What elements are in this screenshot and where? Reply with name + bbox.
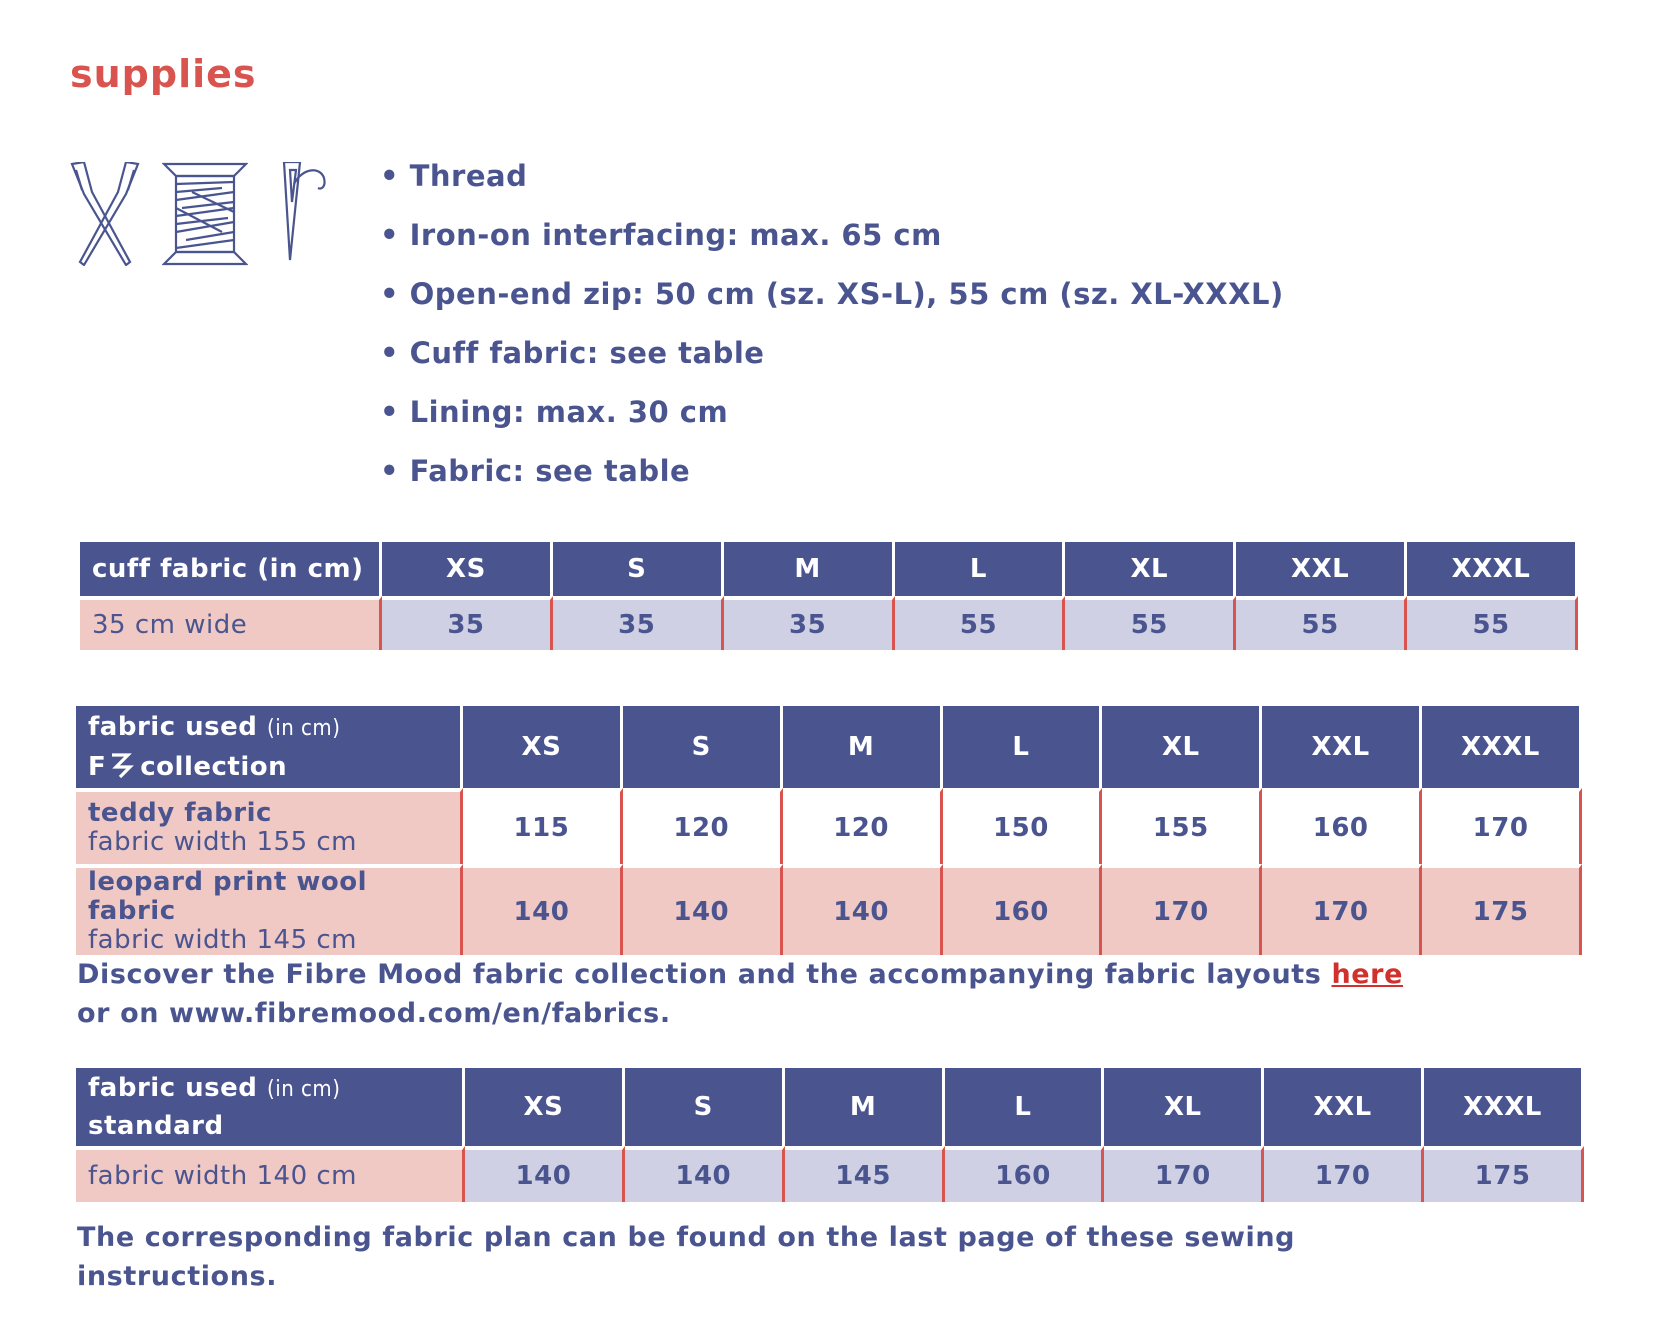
leopard-value: 140: [783, 864, 943, 955]
cuff-value: 55: [1236, 596, 1407, 650]
collection-note-line2: or on www.fibremood.com/en/fabrics.: [77, 998, 671, 1029]
teddy-value: 120: [623, 788, 783, 864]
size-header: XL: [1104, 1068, 1264, 1146]
teddy-value: 150: [943, 788, 1103, 864]
standard-note: [77, 1218, 1295, 1296]
leopard-value: 170: [1102, 864, 1262, 955]
leopard-value: 140: [623, 864, 783, 955]
collection-note-line1: Discover the Fibre Mood fabric collection and the accompanying fabric layouts: [77, 959, 1332, 990]
collection-note: [77, 955, 1403, 1033]
teddy-fabric-label: teddy fabric fabric width 155 cm: [76, 788, 463, 864]
fibre-mood-logo: F: [88, 752, 107, 782]
standard-row-label: fabric width 140 cm: [76, 1146, 465, 1202]
supply-zip: • Open-end zip: 50 cm (sz. XS-L), 55 cm (sz. XL-XXXL): [380, 277, 1284, 311]
supplies-list: [380, 160, 1284, 514]
size-header: XXL: [1262, 706, 1422, 788]
cuff-header: cuff fabric (in cm): [80, 542, 382, 596]
size-header: XXL: [1236, 542, 1407, 596]
size-header: XXXL: [1424, 1068, 1584, 1146]
size-header: XL: [1102, 706, 1262, 788]
cuff-value: 35: [382, 596, 553, 650]
size-header: L: [943, 706, 1103, 788]
size-header: L: [945, 1068, 1105, 1146]
standard-value: 175: [1424, 1146, 1584, 1202]
size-header: XXL: [1264, 1068, 1424, 1146]
standard-note-line2: instructions.: [77, 1261, 278, 1292]
supply-cuff-fabric: • Cuff fabric: see table: [380, 336, 765, 370]
page-title: supplies: [70, 52, 257, 96]
leopard-value: 170: [1262, 864, 1422, 955]
standard-value: 140: [625, 1146, 785, 1202]
teddy-value: 120: [783, 788, 943, 864]
cuff-value: 35: [724, 596, 895, 650]
size-header: S: [553, 542, 724, 596]
teddy-value: 115: [463, 788, 623, 864]
teddy-value: 155: [1102, 788, 1262, 864]
size-header: M: [724, 542, 895, 596]
supply-interfacing: • Iron-on interfacing: max. 65 cm: [380, 218, 942, 252]
cuff-value: 55: [895, 596, 1066, 650]
standard-value: 140: [465, 1146, 625, 1202]
size-header: XS: [465, 1068, 625, 1146]
size-header: XXXL: [1422, 706, 1582, 788]
size-header: L: [895, 542, 1066, 596]
scissors-icon: [70, 162, 140, 266]
size-header: XS: [382, 542, 553, 596]
collection-header: [76, 706, 463, 788]
size-header: XXXL: [1407, 542, 1578, 596]
standard-value: 145: [785, 1146, 945, 1202]
cuff-value: 35: [553, 596, 724, 650]
cuff-row-label: 35 cm wide: [80, 596, 382, 650]
standard-header-line1: fabric used (in cm): [88, 1073, 341, 1103]
standard-value: 170: [1104, 1146, 1264, 1202]
leopard-value: 140: [463, 864, 623, 955]
supply-fabric: • Fabric: see table: [380, 454, 691, 488]
cuff-value: 55: [1407, 596, 1578, 650]
standard-fabric-table: [76, 1068, 1584, 1202]
supply-lining: • Lining: max. 30 cm: [380, 395, 729, 429]
leopard-value: 160: [943, 864, 1103, 955]
size-header: S: [623, 706, 783, 788]
standard-value: 160: [945, 1146, 1105, 1202]
cuff-value: 55: [1065, 596, 1236, 650]
size-header: M: [785, 1068, 945, 1146]
collection-fabric-table: [76, 706, 1582, 955]
standard-note-line1: The corresponding fabric plan can be found on the last page of these sewing: [77, 1222, 1296, 1253]
standard-header: [76, 1068, 465, 1146]
standard-header-line2: standard: [88, 1111, 224, 1141]
cuff-fabric-table: [80, 542, 1578, 650]
thread-spool-icon: [162, 162, 248, 266]
size-header: XL: [1065, 542, 1236, 596]
teddy-value: 170: [1422, 788, 1582, 864]
supply-thread: • Thread: [380, 159, 528, 193]
size-header: S: [625, 1068, 785, 1146]
standard-value: 170: [1264, 1146, 1424, 1202]
leopard-fabric-label: leopard print wool fabric fabric width 145 cm: [76, 864, 463, 955]
here-link[interactable]: here: [1331, 959, 1404, 990]
size-header: XS: [463, 706, 623, 788]
collection-header-line2: F collection: [88, 752, 288, 782]
collection-header-line1: fabric used (in cm): [88, 712, 341, 742]
leopard-value: 175: [1422, 864, 1582, 955]
size-header: M: [783, 706, 943, 788]
needle-icon: [274, 162, 330, 266]
teddy-value: 160: [1262, 788, 1422, 864]
fibre-mood-logo-icon: [108, 751, 134, 779]
